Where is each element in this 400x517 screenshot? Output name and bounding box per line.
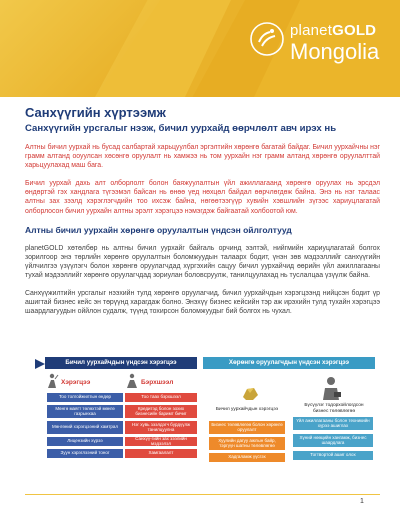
- section-heading: Алтны бичил уурхайн хөрөнгө оруулалтын үндсэн ойлголтууд: [25, 224, 292, 235]
- column-heading-needs: Хэрэгцээ: [61, 379, 91, 386]
- needs-item: Лицензийн хүрээ: [47, 437, 123, 446]
- investors-needs-bar: Хөрөнгө оруулагчдын үндсэн хэрэгцээ: [203, 357, 375, 369]
- challenges-item: Хамгаалалт: [125, 449, 197, 458]
- column-heading-challenges: Бэрхшээл: [141, 379, 174, 386]
- needs-item: Мөнгө маягт төлөхтэй мөнгө газрынхаа: [47, 405, 123, 418]
- needs-diagram: [27, 357, 375, 477]
- gold-nugget-icon: [239, 381, 261, 403]
- planetgold-logo-icon: [250, 22, 284, 56]
- body-paragraph-1: planetGOLD хөтөлбөр нь алтны бичил уурхайг байгаль орчинд ээлтэй, нийгмийн хариуцлагатай болгох зорилгоор энэ төрлийн хөрөнгө оруулалтын боломжуудын талаарх бодит, үнэн зөв мэдээллийг санхүүгийн үйлчилгээ үзүүлэгч болон хөрөнгө оруулагчдад хүргэхийн сацуу бичил уурхайчид өөрийн үйл ажиллагааны тухай мэдээллийг хөрөнгө оруулагчдад зориулан боловсруулж, танилцуулахад нь туслалцаа үзүүлж байна.: [25, 244, 380, 279]
- miner-needs-label: Бичил уурхайчдын хэрэгцээ: [215, 407, 279, 412]
- intro-paragraph-2: Бичил уурхай дахь алт олборлолт болон баяжуулалтын үйл ажиллагаанд хөрөнгө оруулах нь эрсдэл өндөртэй гэх хандлага түгээмэл байсан нь өнөө үед нөхцөл байдал өөрчлөгдөж байна. Энэ нь нэг талаас алтны зах зээлд хэрэглэгчдийн тоо ихсэж байна, нөгөөтээгүүр хувийн хэвшлийн зүгээс хариуцлагатай олборлосон бичил уурхайн алтны эрэлт хэрэгцээ нэмэгдэж байгаатай холбоотой юм.: [25, 180, 380, 215]
- needs-item: Зуун хэрэглээний тоног: [47, 449, 123, 458]
- miner-icon: [45, 373, 59, 389]
- investor-needs-item: Үйл ажиллагааны болон техникийн хүрээ ашиглах: [293, 417, 373, 430]
- chevron-right-icon: [35, 359, 45, 369]
- logo-line-2: Mongolia: [290, 39, 380, 64]
- footer-divider: [25, 494, 380, 495]
- body-paragraph-2: Санхүүжилтийн урсгалыг нээхийн тулд хөрөнгө оруулагчид, бичил уурхайчдын хэрэгцээнд нийцсэн бодит үр ашигтай бизнес кейс эн төрүүнд харагдаж болно. Энэхүү бизнес кейсийн тэр аж ирэхийн тулд тухайн хэрэгцээ шаардлагуудын оййлон судалж, түүнд тохирсон боломжуудыг бий болгох нь чухал.: [25, 290, 380, 316]
- miners-needs-bar: Бичил уурхайчдын үндсэн хэрэгцээ: [45, 357, 197, 369]
- header-banner: [0, 0, 400, 97]
- investor-needs-label: Бүсүүлэг тодорхойлогдсон бизнес төлөвлөгөө: [304, 403, 364, 414]
- challenges-item: Нэг хувь зээлдэгч бүрдүүлж танилцуулна: [125, 421, 197, 434]
- page-title: Санхүүгийн хүртээмж: [25, 105, 166, 120]
- miner-icon: [125, 373, 139, 389]
- investor-icon: [319, 375, 343, 401]
- challenges-item: Тоо таах бэрхшээл: [125, 393, 197, 402]
- logo-line-1: planetGOLD: [290, 22, 377, 39]
- miner-needs-item: Бизнес төлөвлөгөө болон хөрөнгө оруулалт: [209, 421, 285, 434]
- investor-needs-item: Тогтвортой ашиг олох: [293, 451, 373, 460]
- challenges-item: Кредитэд болон зохих бизнесийн баримт бичиг: [125, 405, 197, 418]
- intro-paragraph-1: Алтны бичил уурхай нь бусад салбартай харьцуулбал эргэлтийн хөрөнгө багатай байдаг. Бичил уурхайчны нэг грамм алтанд ооуулсан хөсөнгө оруулалт нь хамжээ нь том уурхайн нэг грамм алтанд хөрөнгө оруулалттай харьцуулахад маш бага.: [25, 144, 380, 170]
- planetgold-logo: [250, 18, 390, 78]
- page-subtitle: Санхүүгийн урсгалыг нээж, бичил уурхайд өөрчлөлт авч ирэх нь: [25, 123, 337, 134]
- needs-item: Мөнгөний хэрэгцээний хамтрал: [47, 421, 123, 434]
- miner-needs-item: Хадгаламж үүсгэх: [209, 453, 285, 462]
- miner-needs-item: Хуулийн дагуу ажлын байр, тэргүүн шатны төлөвлөгөө: [209, 437, 285, 450]
- challenges-item: Санхүү-гийн зах зээлийн мэдээлэл: [125, 437, 197, 446]
- page-number: 1: [360, 498, 364, 505]
- needs-item: Тоо толгойжилтын өндөр: [47, 393, 123, 402]
- investor-needs-item: Хүний нөөцийн хангамж, бизнес шаардлага: [293, 434, 373, 447]
- document-body: [25, 105, 380, 316]
